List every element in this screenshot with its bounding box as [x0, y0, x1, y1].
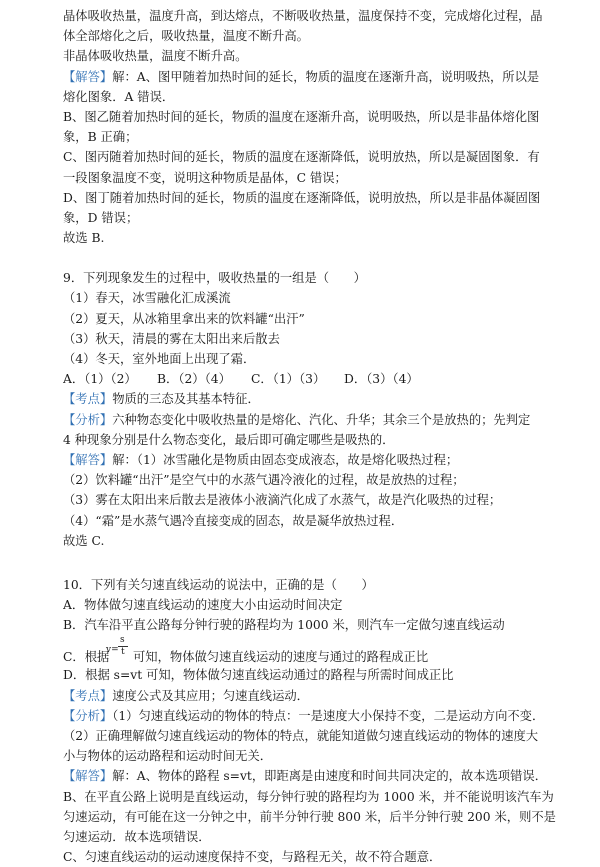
option-a: A．物体做匀速直线运动的速度大小由运动时间决定 — [63, 598, 343, 613]
analysis-tag: 【分析】 — [63, 708, 113, 723]
text-line: 非晶体吸收热量，温度不断升高。 — [63, 49, 248, 64]
answer-text: 解：A、图甲随着加热时间的延长，物质的温度在逐渐升高，说明吸热，所以是 — [112, 69, 540, 84]
text-line: 一段图象温度不变，说明这种物质是晶体，C 错误； — [63, 170, 347, 185]
question-9 — [63, 268, 563, 551]
text-line: 体全部熔化之后，吸收热量，温度不断升高。 — [63, 29, 309, 44]
formula-v: v= — [106, 645, 119, 656]
option-b: B．（2）（4） — [157, 372, 231, 387]
analysis-tag: 【分析】 — [63, 412, 113, 427]
point-tag: 【考点】 — [63, 392, 113, 407]
answer-line — [63, 766, 563, 786]
answer-tag: 【解答】 — [63, 452, 113, 467]
text-line: 故选 C. — [63, 533, 105, 548]
text-line: 匀速运动，有可能在这一分钟之中，前半分钟行驶 800 米，后半分钟行驶 200 米，则不是 — [63, 809, 556, 824]
previous-solution — [63, 6, 563, 248]
point-line — [63, 389, 563, 409]
option-b: B．汽车沿平直公路每分钟行驶的路程均为 1000 米，则汽车一定做匀速直线运动 — [63, 618, 505, 633]
analysis-line — [63, 410, 563, 430]
point-text: 物质的三态及其基本特征． — [112, 392, 260, 407]
question-item: （3）秋天，清晨的雾在太阳出来后散去 — [63, 331, 280, 346]
text-line: B、在平直公路上说明是直线运动，每分钟行驶的路程均为 1000 米，并不能说明该汽车为 — [63, 789, 554, 804]
question-item: （2）夏天，从冰箱里拿出来的饮料罐“出汗” — [63, 311, 305, 326]
text-line: （3）雾在太阳出来后散去是液体小液滴汽化成了水蒸气，故是汽化吸热的过程； — [63, 493, 502, 508]
text-line: 4 种现象分别是什么物态变化，最后即可确定哪些是吸热的． — [63, 432, 395, 447]
question-10 — [63, 575, 563, 867]
text-line: 象，D 错误； — [63, 210, 139, 225]
text-line: 匀速运动．故本选项错误． — [63, 829, 211, 844]
option-d: D．（3）（4） — [344, 372, 419, 387]
question-item: （4）冬天，室外地面上出现了霜． — [63, 352, 256, 366]
text-line: B、图乙随着加热时间的延长，物质的温度在逐渐升高，说明吸热，所以是非晶体熔化图 — [63, 109, 540, 124]
text-line: 故选 B. — [63, 231, 105, 246]
text-line: （4）“霜”是水蒸气遇冷直接变成的固态，故是凝华放热过程． — [63, 513, 404, 528]
formula-numerator: s — [120, 635, 125, 646]
analysis-line — [63, 706, 563, 726]
text-line: C、匀速直线运动的运动速度保持不变，与路程无关，故不符合题意． — [63, 850, 442, 865]
analysis-text: 六种物态变化中吸收热量的是熔化、汽化、升华；其余三个是放热的；先判定 — [112, 412, 531, 427]
option-c: C．（1）（3） — [251, 372, 326, 387]
text-line: （2）饮料罐“出汗”是空气中的水蒸气遇冷液化的过程，故是放热的过程； — [63, 473, 465, 488]
text-line: C、图丙随着加热时间的延长，物质的温度在逐渐降低，说明放热，所以是凝固图象．有 — [63, 150, 540, 165]
spacer — [63, 248, 563, 268]
text-line: D、图丁随着加热时间的延长，物质的温度在逐渐降低，说明放热，所以是非晶体凝固图 — [63, 190, 541, 205]
answer-tag: 【解答】 — [63, 69, 113, 84]
analysis-text: （1）匀速直线运动的物体的特点：一是速度大小保持不变，二是运动方向不变． — [112, 708, 545, 723]
option-d: D．根据 s=vt 可知，物体做匀速直线运动通过的路程与所需时间成正比 — [63, 668, 454, 683]
spacer — [63, 551, 563, 575]
answer-tag: 【解答】 — [63, 769, 113, 784]
answer-line — [63, 67, 563, 87]
document-page — [63, 6, 563, 867]
question-stem: 9．下列现象发生的过程中，吸收热量的一组是（ ） — [63, 271, 366, 286]
text-line: （2）正确理解做匀速直线运动的物体的特点，就能知道做匀速直线运动的物体的速度大 — [63, 729, 539, 743]
option-c — [63, 635, 563, 665]
text-line: 熔化图象．A 错误． — [63, 89, 175, 104]
option-a: A．（1）（2） — [63, 372, 137, 387]
point-tag: 【考点】 — [63, 688, 113, 703]
question-stem: 10．下列有关匀速直线运动的说法中，正确的是（ ） — [63, 577, 374, 592]
point-line — [63, 686, 563, 706]
answer-text: 解：A、物体的路程 s=vt，即距离是由速度和时间共同决定的，故本选项错误． — [112, 769, 547, 784]
text-line: 小与物体的运动路程和运动时间无关． — [63, 749, 273, 764]
options-row — [63, 369, 563, 389]
text-line: 象，B 正确； — [63, 130, 138, 145]
option-c-prefix: C．根据 — [63, 650, 110, 665]
text-line: 晶体吸收热量，温度升高，到达熔点，不断吸收热量，温度保持不变，完成熔化过程，晶 — [63, 9, 543, 23]
option-c-suffix: 可知，物体做匀速直线运动的速度与通过的路程成正比 — [133, 650, 429, 665]
question-item: （1）春天，冰雪融化汇成溪流 — [63, 291, 231, 306]
answer-line — [63, 450, 563, 470]
point-text: 速度公式及其应用；匀速直线运动． — [112, 688, 309, 703]
answer-text: 解：（1）冰雪融化是物质由固态变成液态，故是熔化吸热过程； — [112, 452, 459, 467]
formula-denominator: t — [121, 647, 125, 658]
